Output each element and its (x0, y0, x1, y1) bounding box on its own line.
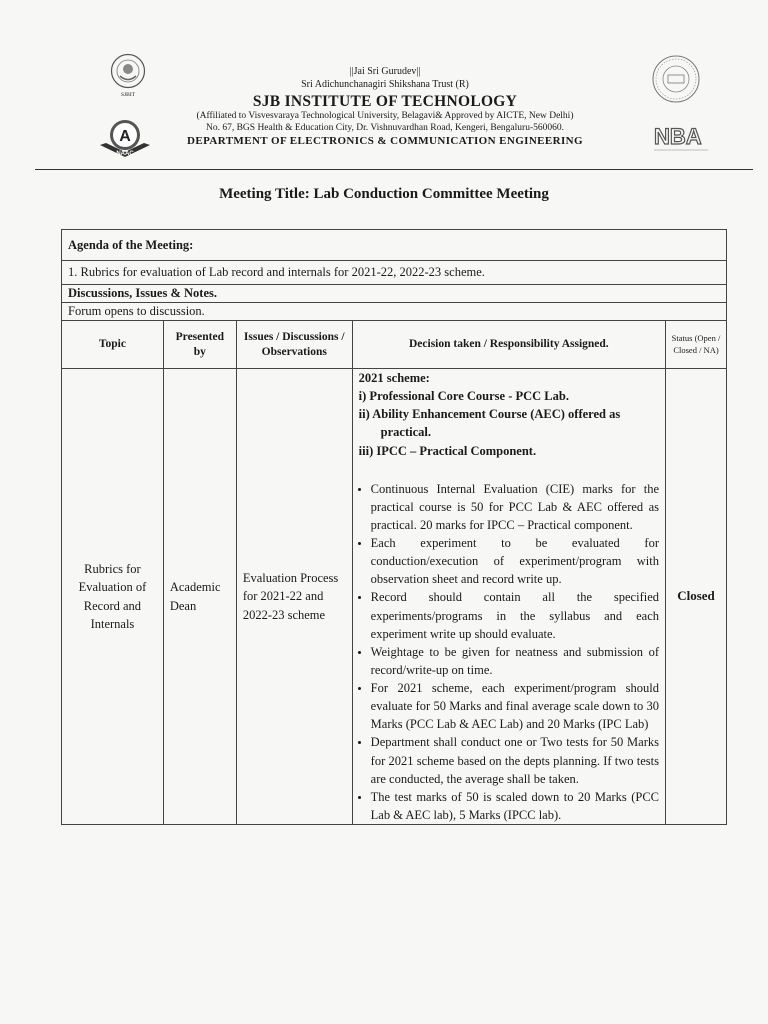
header-topic: Topic (62, 321, 164, 369)
list-item: • Continuous Internal Evaluation (CIE) marks for the practical course is 50 for PCC Lab & AEC offered as practical. 20 marks for IPCC – Practical component. (371, 480, 659, 534)
decision-cell (352, 369, 665, 825)
course-item: iii) IPCC – Practical Component. (358, 443, 537, 458)
table-header-row (62, 321, 727, 369)
minutes-table (61, 229, 727, 825)
discussions-heading-row (62, 285, 727, 303)
header-status: Status (Open / Closed / NA) (666, 321, 727, 369)
list-item: • For 2021 scheme, each experiment/program should evaluate for 50 Marks and final average scale down to 30 Marks (PCC Lab & AEC Lab) and 20 Marks (IPC Lab) (371, 679, 659, 733)
naac-logo-icon (96, 115, 154, 161)
trust-name: Sri Adichunchanagiri Shikshana Trust (R) (301, 78, 469, 90)
scheme-title: 2021 scheme: (358, 371, 430, 385)
list-item: • Department shall conduct one or Two tests for 50 Marks for 2021 scheme based on the depts planning. If two tests are conducted, the average shall be taken. (371, 733, 659, 787)
discussions-heading: Discussions, Issues & Notes. (62, 285, 727, 303)
decision-bullets (359, 480, 659, 824)
seal-logo-icon (651, 54, 701, 104)
header-decision: Decision taken / Responsibility Assigned. (352, 321, 665, 369)
list-item: • Weightage to be given for neatness and submission of record/write-up on time. (371, 643, 659, 679)
invocation-line: ||Jai Sri Gurudev|| (349, 66, 421, 77)
sjbit-logo-caption: SJBIT (120, 92, 136, 98)
list-item: • The test marks of 50 is scaled down to 20 Marks (PCC Lab & AEC lab), 5 Marks (IPCC lab). (371, 788, 659, 824)
header-presented-by: Presented by (163, 321, 236, 369)
list-item: • Record should contain all the specified experiments/programs in the syllabus and each experiment write up should evaluate. (371, 588, 659, 642)
institute-name: SJB INSTITUTE OF TECHNOLOGY (252, 93, 518, 110)
course-item: i) Professional Core Course - PCC Lab. (358, 389, 569, 404)
meeting-title: Meeting Title: Lab Conduction Committee Meeting (219, 186, 549, 202)
issues-cell: Evaluation Process for 2021-22 and 2022-23 scheme (236, 369, 352, 825)
naac-label: NAAC (116, 151, 134, 157)
affiliation-line: (Affiliated to Visvesvaraya Technological University, Belagavi& Approved by AICTE, New Delhi) (196, 111, 574, 122)
sjbit-logo-icon (110, 53, 146, 89)
header-issues: Issues / Discussions / Observations (236, 321, 352, 369)
header-divider (35, 169, 753, 170)
svg-text:NBA: NBA (654, 124, 702, 149)
table-row (62, 369, 727, 825)
agenda-heading-row (62, 230, 727, 261)
department-name: DEPARTMENT OF ELECTRONICS & COMMUNICATION ENGINEERING (187, 135, 583, 148)
forum-text: Forum opens to discussion. (62, 303, 727, 321)
institute-header-text (150, 66, 620, 149)
agenda-item-row (62, 261, 727, 285)
agenda-item: 1. Rubrics for evaluation of Lab record and internals for 2021-22, 2022-23 scheme. (62, 261, 727, 285)
presented-by-cell: Academic Dean (163, 369, 236, 825)
nba-logo-icon (650, 120, 712, 154)
topic-cell: Rubrics for Evaluation of Record and Internals (62, 369, 164, 825)
status-cell: Closed (666, 369, 727, 825)
agenda-heading: Agenda of the Meeting: (62, 230, 727, 261)
course-item: ii) Ability Enhancement Course (AEC) offered as practical. (358, 407, 621, 440)
letterhead (0, 0, 768, 175)
address-line: No. 67, BGS Health & Education City, Dr. Vishnuvardhan Road, Kengeri, Bengaluru-560060. (205, 123, 564, 134)
forum-row (62, 303, 727, 321)
spacer (359, 460, 659, 480)
naac-grade: A (119, 128, 131, 145)
list-item: • Each experiment to be evaluated for conduction/execution of experiment/program with observation sheet and record write up. (371, 534, 659, 588)
